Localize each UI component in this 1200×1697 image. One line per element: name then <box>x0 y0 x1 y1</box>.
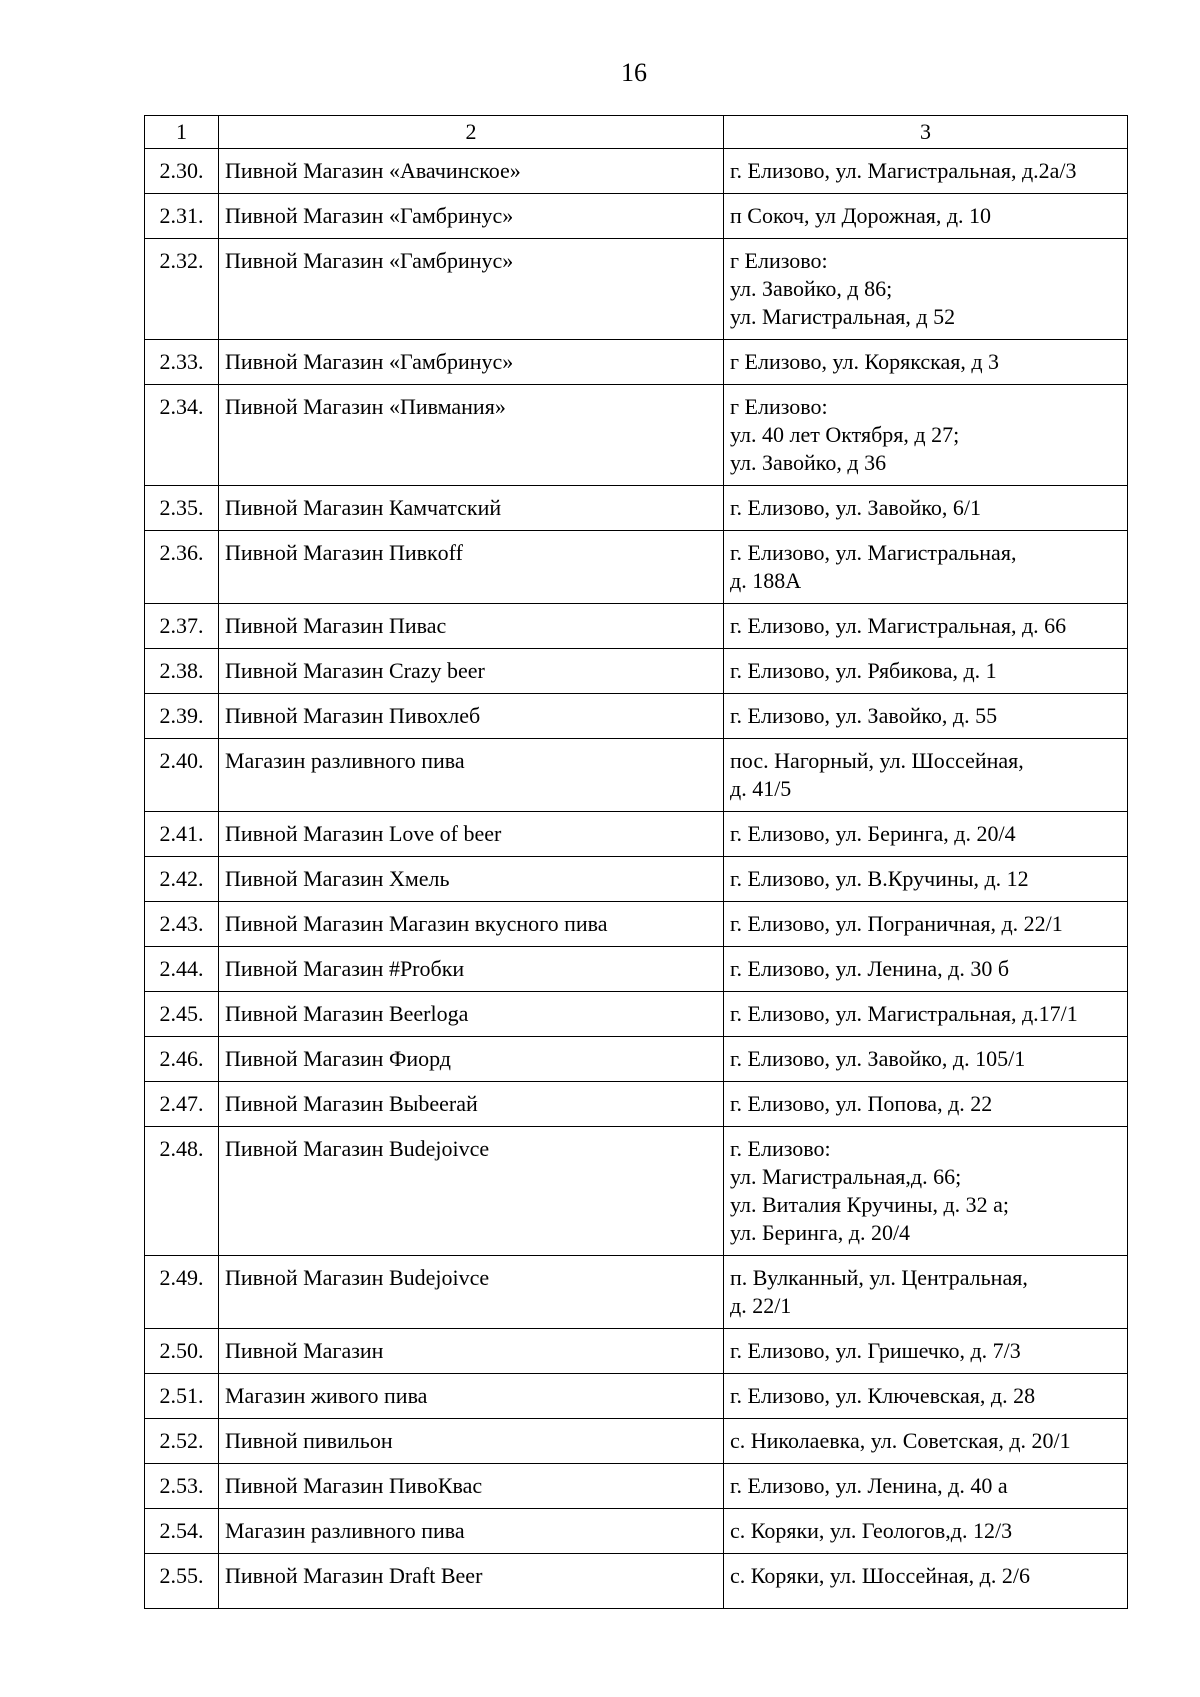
table-row <box>145 149 1128 194</box>
shop-address <box>724 649 1128 694</box>
row-number: 2.36. <box>145 531 219 604</box>
shop-name: Пивной Магазин «Пивмания» <box>219 385 724 486</box>
row-number: 2.30. <box>145 149 219 194</box>
table-row <box>145 992 1128 1037</box>
address-line: г Елизово: <box>730 394 828 419</box>
address-line: г. Елизово, ул. Магистральная, д.17/1 <box>730 1001 1078 1026</box>
address-line: с. Николаевка, ул. Советская, д. 20/1 <box>730 1428 1071 1453</box>
address-line: ул. Магистральная,д. 66; <box>730 1164 962 1189</box>
row-number: 2.33. <box>145 340 219 385</box>
table-row <box>145 649 1128 694</box>
address-line: г. Елизово, ул. Рябикова, д. 1 <box>730 658 997 683</box>
shop-name: Пивной Магазин «Гамбринус» <box>219 239 724 340</box>
address-line: г. Елизово, ул. Ленина, д. 40 а <box>730 1473 1008 1498</box>
table-row <box>145 1256 1128 1329</box>
shop-name: Пивной Магазин Пивас <box>219 604 724 649</box>
row-number: 2.53. <box>145 1464 219 1509</box>
shop-address <box>724 149 1128 194</box>
table-row <box>145 739 1128 812</box>
table-row <box>145 194 1128 239</box>
shop-name: Пивной Магазин Love of beer <box>219 812 724 857</box>
table-row <box>145 486 1128 531</box>
shop-address <box>724 340 1128 385</box>
row-number: 2.44. <box>145 947 219 992</box>
shop-name: Пивной Магазин <box>219 1329 724 1374</box>
address-line: г. Елизово, ул. Магистральная, д. 66 <box>730 613 1067 638</box>
shop-name: Пивной Магазин Budejoivce <box>219 1256 724 1329</box>
table-row <box>145 1419 1128 1464</box>
row-number: 2.39. <box>145 694 219 739</box>
shop-address <box>724 1082 1128 1127</box>
shop-address <box>724 1464 1128 1509</box>
shop-address <box>724 694 1128 739</box>
row-number: 2.45. <box>145 992 219 1037</box>
table-row <box>145 340 1128 385</box>
table-row <box>145 1509 1128 1554</box>
shop-name: Пивной Магазин «Гамбринус» <box>219 340 724 385</box>
table-row <box>145 1464 1128 1509</box>
row-number: 2.49. <box>145 1256 219 1329</box>
address-line: г. Елизово: <box>730 1136 831 1161</box>
shop-name: Пивной Магазин «Авачинское» <box>219 149 724 194</box>
shop-name: Пивной Магазин Пивохлеб <box>219 694 724 739</box>
column-header-1: 1 <box>145 116 219 149</box>
address-line: ул. Завойко, д 86; <box>730 276 893 301</box>
shop-name: Магазин разливного пива <box>219 1509 724 1554</box>
address-line: с. Коряки, ул. Геологов,д. 12/3 <box>730 1518 1013 1543</box>
table-row <box>145 812 1128 857</box>
shop-name: Пивной Магазин «Гамбринус» <box>219 194 724 239</box>
shop-address <box>724 992 1128 1037</box>
column-header-2: 2 <box>219 116 724 149</box>
row-number: 2.37. <box>145 604 219 649</box>
shop-address <box>724 1374 1128 1419</box>
shop-name: Пивной Магазин Draft Beer <box>219 1554 724 1609</box>
shop-address <box>724 739 1128 812</box>
address-line: г. Елизово, ул. Гришечко, д. 7/3 <box>730 1338 1021 1363</box>
table-row <box>145 531 1128 604</box>
table-row <box>145 1037 1128 1082</box>
page-number: 16 <box>621 58 647 87</box>
shop-address <box>724 947 1128 992</box>
shops-table <box>144 115 1128 1609</box>
shop-name: Пивной Магазин Камчатский <box>219 486 724 531</box>
row-number: 2.52. <box>145 1419 219 1464</box>
table-row <box>145 694 1128 739</box>
address-line: г. Елизово, ул. Завойко, д. 105/1 <box>730 1046 1026 1071</box>
address-line: г. Елизово, ул. Магистральная, д.2а/3 <box>730 158 1077 183</box>
shop-address <box>724 1037 1128 1082</box>
address-line: ул. 40 лет Октября, д 27; <box>730 422 960 447</box>
shop-name: Пивной Магазин Хмель <box>219 857 724 902</box>
address-line: г. Елизово, ул. Ленина, д. 30 б <box>730 956 1010 981</box>
address-line: г. Елизово, ул. Беринга, д. 20/4 <box>730 821 1016 846</box>
shop-address <box>724 1256 1128 1329</box>
row-number: 2.38. <box>145 649 219 694</box>
shop-address <box>724 604 1128 649</box>
shop-address <box>724 1127 1128 1256</box>
address-line: г Елизово, ул. Корякская, д 3 <box>730 349 1000 374</box>
address-line: пос. Нагорный, ул. Шоссейная, <box>730 748 1024 773</box>
address-line: г. Елизово, ул. В.Кручины, д. 12 <box>730 866 1029 891</box>
address-line: г. Елизово, ул. Попова, д. 22 <box>730 1091 993 1116</box>
shop-name: Пивной Магазин Пивкoff <box>219 531 724 604</box>
shop-address <box>724 1419 1128 1464</box>
address-line: ул. Беринга, д. 20/4 <box>730 1220 911 1245</box>
shop-name: Пивной Магазин Crazy beer <box>219 649 724 694</box>
table-row <box>145 1554 1128 1609</box>
address-line: д. 188А <box>730 568 802 593</box>
shop-name: Пивной Магазин Budejoivce <box>219 1127 724 1256</box>
shop-address <box>724 857 1128 902</box>
row-number: 2.42. <box>145 857 219 902</box>
table-row <box>145 1127 1128 1256</box>
table-row <box>145 902 1128 947</box>
column-header-3: 3 <box>724 116 1128 149</box>
address-line: д. 41/5 <box>730 776 792 801</box>
address-line: с. Коряки, ул. Шоссейная, д. 2/6 <box>730 1563 1030 1588</box>
address-line: г. Елизово, ул. Завойко, 6/1 <box>730 495 982 520</box>
shop-name: Пивной Магазин Выbeerай <box>219 1082 724 1127</box>
row-number: 2.34. <box>145 385 219 486</box>
row-number: 2.32. <box>145 239 219 340</box>
shop-address <box>724 812 1128 857</box>
address-line: п. Вулканный, ул. Центральная, <box>730 1265 1028 1290</box>
address-line: г. Елизово, ул. Ключевская, д. 28 <box>730 1383 1036 1408</box>
row-number: 2.40. <box>145 739 219 812</box>
row-number: 2.55. <box>145 1554 219 1609</box>
shop-name: Пивной Магазин Фиорд <box>219 1037 724 1082</box>
table-row <box>145 1329 1128 1374</box>
shop-address <box>724 1509 1128 1554</box>
address-line: ул. Виталия Кручины, д. 32 а; <box>730 1192 1010 1217</box>
address-line: д. 22/1 <box>730 1293 792 1318</box>
shop-name: Магазин живого пива <box>219 1374 724 1419</box>
address-line: п Сокоч, ул Дорожная, д. 10 <box>730 203 992 228</box>
address-line: ул. Завойко, д 36 <box>730 450 887 475</box>
table-row <box>145 857 1128 902</box>
shop-name: Пивной Магазин Магазин вкусного пива <box>219 902 724 947</box>
table-row <box>145 385 1128 486</box>
row-number: 2.50. <box>145 1329 219 1374</box>
row-number: 2.46. <box>145 1037 219 1082</box>
address-line: г. Елизово, ул. Пограничная, д. 22/1 <box>730 911 1063 936</box>
shop-name: Магазин разливного пива <box>219 739 724 812</box>
shop-address <box>724 1554 1128 1609</box>
shop-address <box>724 486 1128 531</box>
shop-address <box>724 194 1128 239</box>
address-line: г Елизово: <box>730 248 828 273</box>
shop-name: Пивной Магазин #Рrобки <box>219 947 724 992</box>
address-line: ул. Магистральная, д 52 <box>730 304 956 329</box>
shop-address <box>724 531 1128 604</box>
shop-address <box>724 902 1128 947</box>
row-number: 2.51. <box>145 1374 219 1419</box>
shop-name: Пивной пивильон <box>219 1419 724 1464</box>
row-number: 2.48. <box>145 1127 219 1256</box>
table-row <box>145 947 1128 992</box>
table-row <box>145 1082 1128 1127</box>
table-body <box>145 116 1128 1609</box>
table-row <box>145 604 1128 649</box>
table-header-row <box>145 116 1128 149</box>
row-number: 2.41. <box>145 812 219 857</box>
shop-address <box>724 385 1128 486</box>
row-number: 2.43. <box>145 902 219 947</box>
address-line: г. Елизово, ул. Магистральная, <box>730 540 1017 565</box>
row-number: 2.54. <box>145 1509 219 1554</box>
row-number: 2.35. <box>145 486 219 531</box>
table-row <box>145 1374 1128 1419</box>
row-number: 2.31. <box>145 194 219 239</box>
row-number: 2.47. <box>145 1082 219 1127</box>
shop-name: Пивной Магазин ПивоКвас <box>219 1464 724 1509</box>
shop-name: Пивной Магазин Beerloga <box>219 992 724 1037</box>
table-row <box>145 239 1128 340</box>
shop-address <box>724 1329 1128 1374</box>
address-line: г. Елизово, ул. Завойко, д. 55 <box>730 703 998 728</box>
shop-address <box>724 239 1128 340</box>
